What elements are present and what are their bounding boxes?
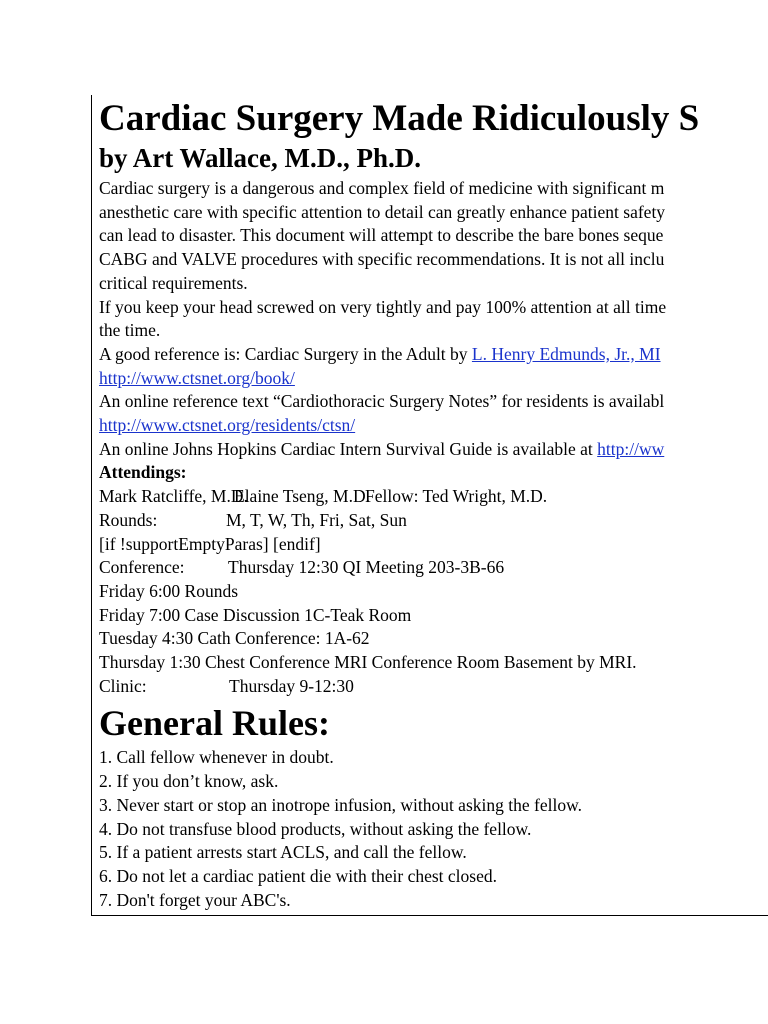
empty-paras-line: [if !supportEmptyParas] [endif]: [99, 533, 321, 554]
attention-line: the time.: [99, 320, 161, 341]
rule-item: 6. Do not let a cardiac patient die with their chest closed.: [99, 865, 497, 886]
hopkins-prefix: An online Johns Hopkins Cardiac Intern Survival Guide is available at: [99, 438, 598, 459]
attending-name: Elaine Tseng, M.D.: [234, 486, 371, 507]
intro-line: anesthetic care with specific attention to detail can greatly enhance patient safety: [99, 201, 666, 222]
general-rules-heading: General Rules:: [99, 703, 330, 744]
rounds-value: M, T, W, Th, Fri, Sat, Sun: [226, 509, 407, 530]
clinic-label: Clinic:: [99, 675, 147, 696]
clinic-value: Thursday 9-12:30: [229, 675, 354, 696]
reference-prefix: A good reference is: Cardiac Surgery in the Adult by: [99, 343, 472, 364]
attention-paragraph: [99, 296, 768, 343]
intro-line: Cardiac surgery is a dangerous and complex field of medicine with significant m: [99, 178, 665, 198]
rule-item: 4. Do not transfuse blood products, without asking the fellow.: [99, 818, 532, 839]
conference-label: Conference:: [99, 557, 185, 578]
fellow-name: Fellow: Ted Wright, M.D.: [365, 486, 548, 507]
ctsnet-book-link[interactable]: http://www.ctsnet.org/book/: [99, 367, 295, 388]
attendings-heading: Attendings:: [99, 462, 187, 483]
attendings-line: [99, 485, 768, 509]
reference-url-line: [99, 367, 768, 391]
schedule-item: Friday 6:00 Rounds: [99, 580, 239, 601]
schedule-item: Thursday 1:30 Chest Conference MRI Conference Room Basement by MRI.: [99, 652, 637, 673]
hopkins-paragraph: [99, 438, 768, 462]
attention-line: If you keep your head screwed on very tightly and pay 100% attention at all time: [99, 296, 667, 317]
reference-paragraph: [99, 343, 768, 390]
document-page: [91, 95, 768, 916]
rule-item: 1. Call fellow whenever in doubt.: [99, 747, 334, 768]
rule-item: 5. If a patient arrests start ACLS, and call the fellow.: [99, 842, 467, 863]
online-notes-paragraph: [99, 390, 768, 437]
hopkins-guide-link[interactable]: http://ww: [597, 438, 665, 459]
intro-line: CABG and VALVE procedures with specific recommendations. It is not all inclu: [99, 249, 665, 270]
intro-paragraph: [99, 177, 768, 296]
rounds-line: [99, 509, 768, 533]
hopkins-line: [99, 438, 768, 462]
rounds-label: Rounds:: [99, 509, 158, 530]
reference-author-link[interactable]: L. Henry Edmunds, Jr., MI: [471, 343, 661, 364]
schedule-item: Friday 7:00 Case Discussion 1C-Teak Room: [99, 604, 412, 625]
rules-list: [99, 746, 768, 912]
schedule-item: Tuesday 4:30 Cath Conference: 1A-62: [99, 628, 370, 649]
rule-item: 2. If you don’t know, ask.: [99, 771, 279, 792]
online-notes-url-line: [99, 414, 768, 438]
intro-line: can lead to disaster. This document will attempt to describe the bare bones seque: [99, 225, 664, 246]
rule-item: 7. Don't forget your ABC's.: [99, 889, 291, 910]
document-author: by Art Wallace, M.D., Ph.D.: [99, 143, 421, 173]
rule-item: 3. Never start or stop an inotrope infusion, without asking the fellow.: [99, 794, 582, 815]
intro-line: critical requirements.: [99, 272, 248, 293]
clinic-line: [99, 675, 768, 699]
document-title: Cardiac Surgery Made Ridiculously S: [99, 98, 700, 139]
conference-line: [99, 556, 768, 580]
ctsnet-residents-link[interactable]: http://www.ctsnet.org/residents/ctsn/: [99, 415, 356, 436]
attending-name: Mark Ratcliffe, M.D.: [99, 486, 248, 507]
conference-value: Thursday 12:30 QI Meeting 203-3B-66: [228, 557, 505, 578]
document-content: [99, 95, 768, 912]
reference-line: [99, 343, 768, 367]
online-notes-line: An online reference text “Cardiothoracic Surgery Notes” for residents is availabl: [99, 391, 665, 412]
